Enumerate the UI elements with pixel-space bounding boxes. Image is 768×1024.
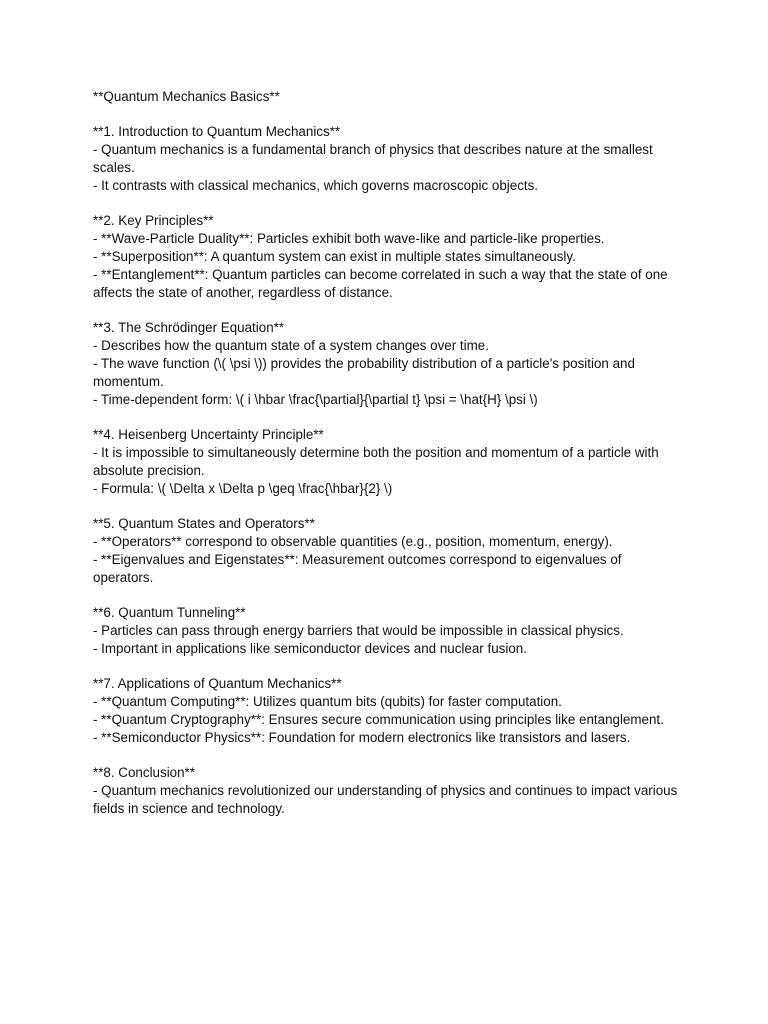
section-introduction xyxy=(93,123,683,195)
section-heading: **4. Heisenberg Uncertainty Principle** xyxy=(93,427,324,442)
bullet-line: - Time-dependent form: \( i \hbar \frac{\partial}{\partial t} \psi = \hat{H} \psi \) xyxy=(93,392,538,407)
bullet-line: - **Wave-Particle Duality**: Particles exhibit both wave-like and particle-like properties. xyxy=(93,231,605,246)
bullet-line: - Quantum mechanics is a fundamental branch of physics that describes nature at the smallest scales. xyxy=(93,142,657,175)
section-heading: **3. The Schrödinger Equation** xyxy=(93,320,285,335)
bullet-line: - **Operators** correspond to observable quantities (e.g., position, momentum, energy). xyxy=(93,534,613,549)
section-key-principles xyxy=(93,212,683,302)
bullet-line: - It is impossible to simultaneously determine both the position and momentum of a particle with absolute precision. xyxy=(93,445,663,478)
bullet-line: - **Entanglement**: Quantum particles can become correlated in such a way that the state of one affects the state of another, regardless of distance. xyxy=(93,267,672,300)
bullet-line: - **Quantum Cryptography**: Ensures secure communication using principles like entanglement. xyxy=(93,712,664,727)
bullet-line: - **Superposition**: A quantum system can exist in multiple states simultaneously. xyxy=(93,249,576,264)
bullet-line: - **Semiconductor Physics**: Foundation for modern electronics like transistors and lasers. xyxy=(93,730,631,745)
bullet-line: - Quantum mechanics revolutionized our understanding of physics and continues to impact various fields in science and technology. xyxy=(93,783,682,816)
bullet-line: - Describes how the quantum state of a system changes over time. xyxy=(93,338,489,353)
bullet-line: - **Quantum Computing**: Utilizes quantum bits (qubits) for faster computation. xyxy=(93,694,562,709)
bullet-line: - **Eigenvalues and Eigenstates**: Measurement outcomes correspond to eigenvalues of operators. xyxy=(93,552,626,585)
section-uncertainty-principle xyxy=(93,426,683,498)
section-heading: **6. Quantum Tunneling** xyxy=(93,605,246,620)
section-heading: **2. Key Principles** xyxy=(93,213,214,228)
document-body xyxy=(93,88,683,835)
section-conclusion xyxy=(93,764,683,818)
section-quantum-tunneling xyxy=(93,604,683,658)
bullet-line: - It contrasts with classical mechanics, which governs macroscopic objects. xyxy=(93,178,539,193)
section-applications xyxy=(93,675,683,747)
bullet-line: - Formula: \( \Delta x \Delta p \geq \frac{\hbar}{2} \) xyxy=(93,481,393,496)
bullet-line: - Particles can pass through energy barriers that would be impossible in classical physics. xyxy=(93,623,624,638)
section-heading: **5. Quantum States and Operators** xyxy=(93,516,315,531)
document-title: **Quantum Mechanics Basics** xyxy=(93,89,280,104)
section-quantum-states xyxy=(93,515,683,587)
bullet-line: - The wave function (\( \psi \)) provides the probability distribution of a particle's position and momentum. xyxy=(93,356,639,389)
section-heading: **7. Applications of Quantum Mechanics** xyxy=(93,676,342,691)
section-heading: **1. Introduction to Quantum Mechanics** xyxy=(93,124,341,139)
section-schrodinger-equation xyxy=(93,319,683,409)
bullet-line: - Important in applications like semiconductor devices and nuclear fusion. xyxy=(93,641,527,656)
section-heading: **8. Conclusion** xyxy=(93,765,195,780)
